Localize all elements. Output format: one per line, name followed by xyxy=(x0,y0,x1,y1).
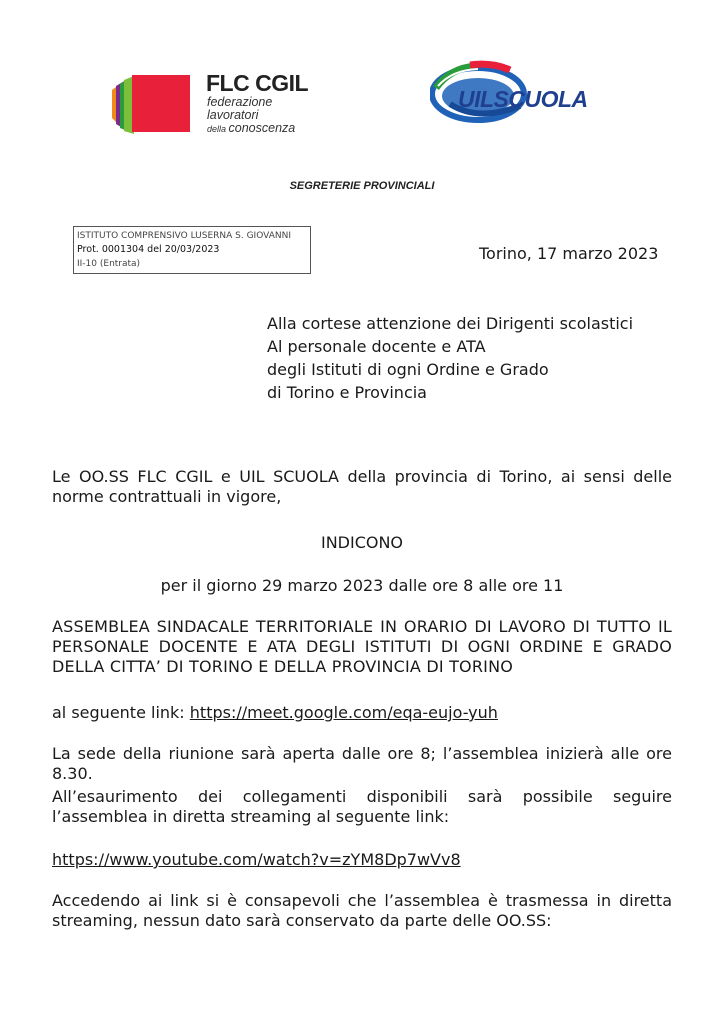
intro-paragraph: Le OO.SS FLC CGIL e UIL SCUOLA della provincia di Torino, ai sensi delle norme contrattuali in vigore, xyxy=(52,467,672,506)
privacy-paragraph: Accedendo ai link si è consapevoli che l’assemblea è trasmessa in diretta streaming, nessun dato sarà conservato da parte delle OO.SS: xyxy=(52,891,672,930)
indicono-heading: INDICONO xyxy=(320,533,404,552)
addressee-line: Al personale docente e ATA xyxy=(267,337,486,356)
addressee-block xyxy=(267,312,633,404)
flc-sub-line1: federazione xyxy=(207,95,273,109)
uil-scuola-name: UILSCUOLA xyxy=(458,86,588,112)
flc-sub-line2: lavoratori xyxy=(207,108,259,122)
segreterie-provinciali-heading: SEGRETERIE PROVINCIALI xyxy=(289,180,435,192)
meeting-date-line: per il giorno 29 marzo 2023 dalle ore 8 alle ore 11 xyxy=(160,576,564,595)
assembly-title: ASSEMBLEA SINDACALE TERRITORIALE IN ORARIO DI LAVORO DI TUTTO IL PERSONALE DOCENTE E ATA DEGLI ISTITUTI DI OGNI ORDINE E GRADO DELLA CITTA’ DI TORINO E DELLA PROVINCIA DI TORINO xyxy=(52,617,672,676)
flc-cgil-subtitle xyxy=(207,96,295,136)
protocol-stamp xyxy=(73,226,311,274)
sede-paragraph: La sede della riunione sarà aperta dalle ore 8; l’assemblea inizierà alle ore 8.30. xyxy=(52,744,672,783)
stamp-institute: ISTITUTO COMPRENSIVO LUSERNA S. GIOVANNI xyxy=(77,231,291,241)
meet-link-line xyxy=(52,703,672,723)
flc-sub-line3-small: della xyxy=(207,124,227,134)
google-meet-link[interactable]: https://meet.google.com/eqa-eujo-yuh xyxy=(189,703,498,722)
addressee-line: degli Istituti di ogni Ordine e Grado xyxy=(267,360,549,379)
flc-sub-line3 xyxy=(207,122,295,136)
letter-date: Torino, 17 marzo 2023 xyxy=(479,244,659,263)
stamp-classification: II-10 (Entrata) xyxy=(77,259,141,269)
flc-sub-line3-main: conoscenza xyxy=(228,121,296,135)
addressee-line: di Torino e Provincia xyxy=(267,383,427,402)
streaming-paragraph: All’esaurimento dei collegamenti disponibili sarà possibile seguire l’assemblea in diretta streaming al seguente link: xyxy=(52,787,672,826)
youtube-link-line xyxy=(52,850,672,870)
flc-cgil-name: FLC CGIL xyxy=(206,70,309,96)
addressee-line: Alla cortese attenzione dei Dirigenti scolastici xyxy=(267,314,634,333)
youtube-streaming-link[interactable]: https://www.youtube.com/watch?v=zYM8Dp7wVv8 xyxy=(52,850,461,869)
stamp-protocol: Prot. 0001304 del 20/03/2023 xyxy=(77,244,220,255)
meet-link-prefix: al seguente link: xyxy=(52,703,190,722)
